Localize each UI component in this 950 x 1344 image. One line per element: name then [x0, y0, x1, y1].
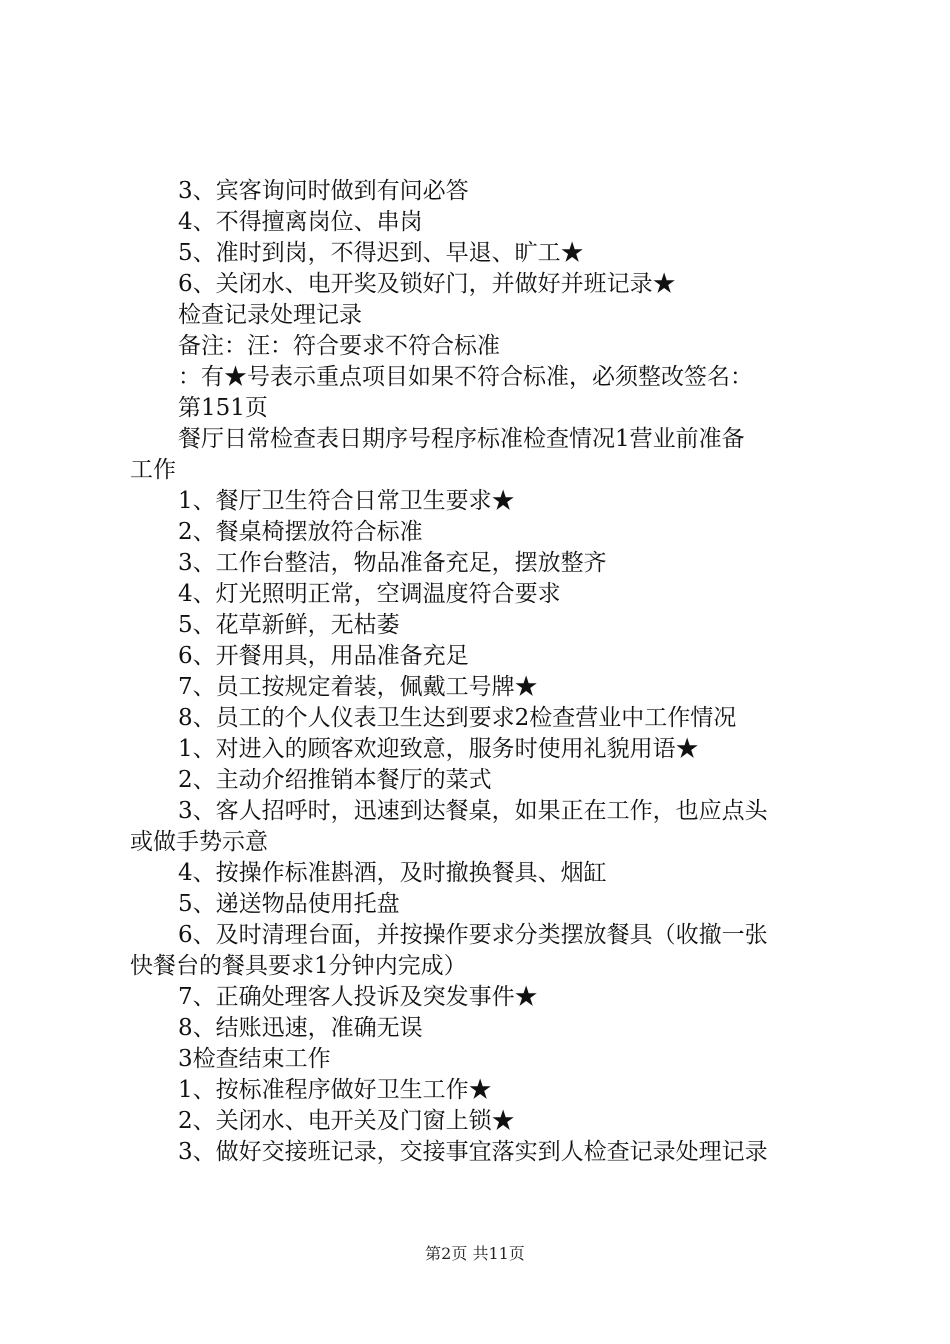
- text-line: 第151页: [178, 395, 268, 421]
- text-line: 3检查结束工作: [178, 1046, 331, 1072]
- text-line: 8、员工的个人仪表卫生达到要求2检查营业中工作情况: [178, 705, 737, 731]
- text-line: 6、及时清理台面，并按操作要求分类摆放餐具（收撤一张: [178, 922, 768, 948]
- text-line: 3、做好交接班记录，交接事宜落实到人检查记录处理记录: [178, 1139, 768, 1165]
- text-line: 5、准时到岗，不得迟到、早退、旷工★: [178, 240, 584, 266]
- text-line: 5、递送物品使用托盘: [178, 891, 400, 917]
- text-line: 4、灯光照明正常，空调温度符合要求: [178, 581, 561, 607]
- text-line: 餐厅日常检查表日期序号程序标准检查情况1营业前准备: [178, 426, 745, 452]
- text-line: 1、按标准程序做好卫生工作★: [178, 1077, 492, 1103]
- text-line: 4、不得擅离岗位、串岗: [178, 209, 423, 235]
- text-line: ：有★号表示重点项目如果不符合标准，必须整改签名：: [178, 364, 753, 390]
- text-line: 5、花草新鲜，无枯萎: [178, 612, 400, 638]
- text-line: 7、正确处理客人投诉及突发事件★: [178, 984, 538, 1010]
- text-line: 1、对进入的顾客欢迎致意，服务时使用礼貌用语★: [178, 736, 699, 762]
- text-line: 6、关闭水、电开奖及锁好门，并做好并班记录★: [178, 271, 676, 297]
- text-line: 3、宾客询问时做到有问必答: [178, 178, 469, 204]
- text-line: 3、客人招呼时，迅速到达餐桌，如果正在工作，也应点头: [178, 798, 768, 824]
- text-line: 2、主动介绍推销本餐厅的菜式: [178, 767, 492, 793]
- page-footer: 第2页 共11页: [425, 1244, 525, 1263]
- text-line: 2、餐桌椅摆放符合标准: [178, 519, 423, 545]
- text-line: 检查记录处理记录: [178, 302, 362, 328]
- text-line: 或做手势示意: [130, 829, 268, 855]
- text-line: 6、开餐用具，用品准备充足: [178, 643, 469, 669]
- text-line: 8、结账迅速，准确无误: [178, 1015, 423, 1041]
- text-line: 2、关闭水、电开关及门窗上锁★: [178, 1108, 515, 1134]
- text-line: 1、餐厅卫生符合日常卫生要求★: [178, 488, 515, 514]
- text-line: 3、工作台整洁，物品准备充足，摆放整齐: [178, 550, 607, 576]
- text-line: 7、员工按规定着装，佩戴工号牌★: [178, 674, 538, 700]
- text-line: 工作: [130, 457, 176, 483]
- text-line: 4、按操作标准斟酒，及时撤换餐具、烟缸: [178, 860, 607, 886]
- text-line: 快餐台的餐具要求1分钟内完成）: [130, 953, 467, 979]
- text-line: 备注：汪：符合要求不符合标准: [178, 333, 500, 359]
- document-body: [130, 176, 835, 1168]
